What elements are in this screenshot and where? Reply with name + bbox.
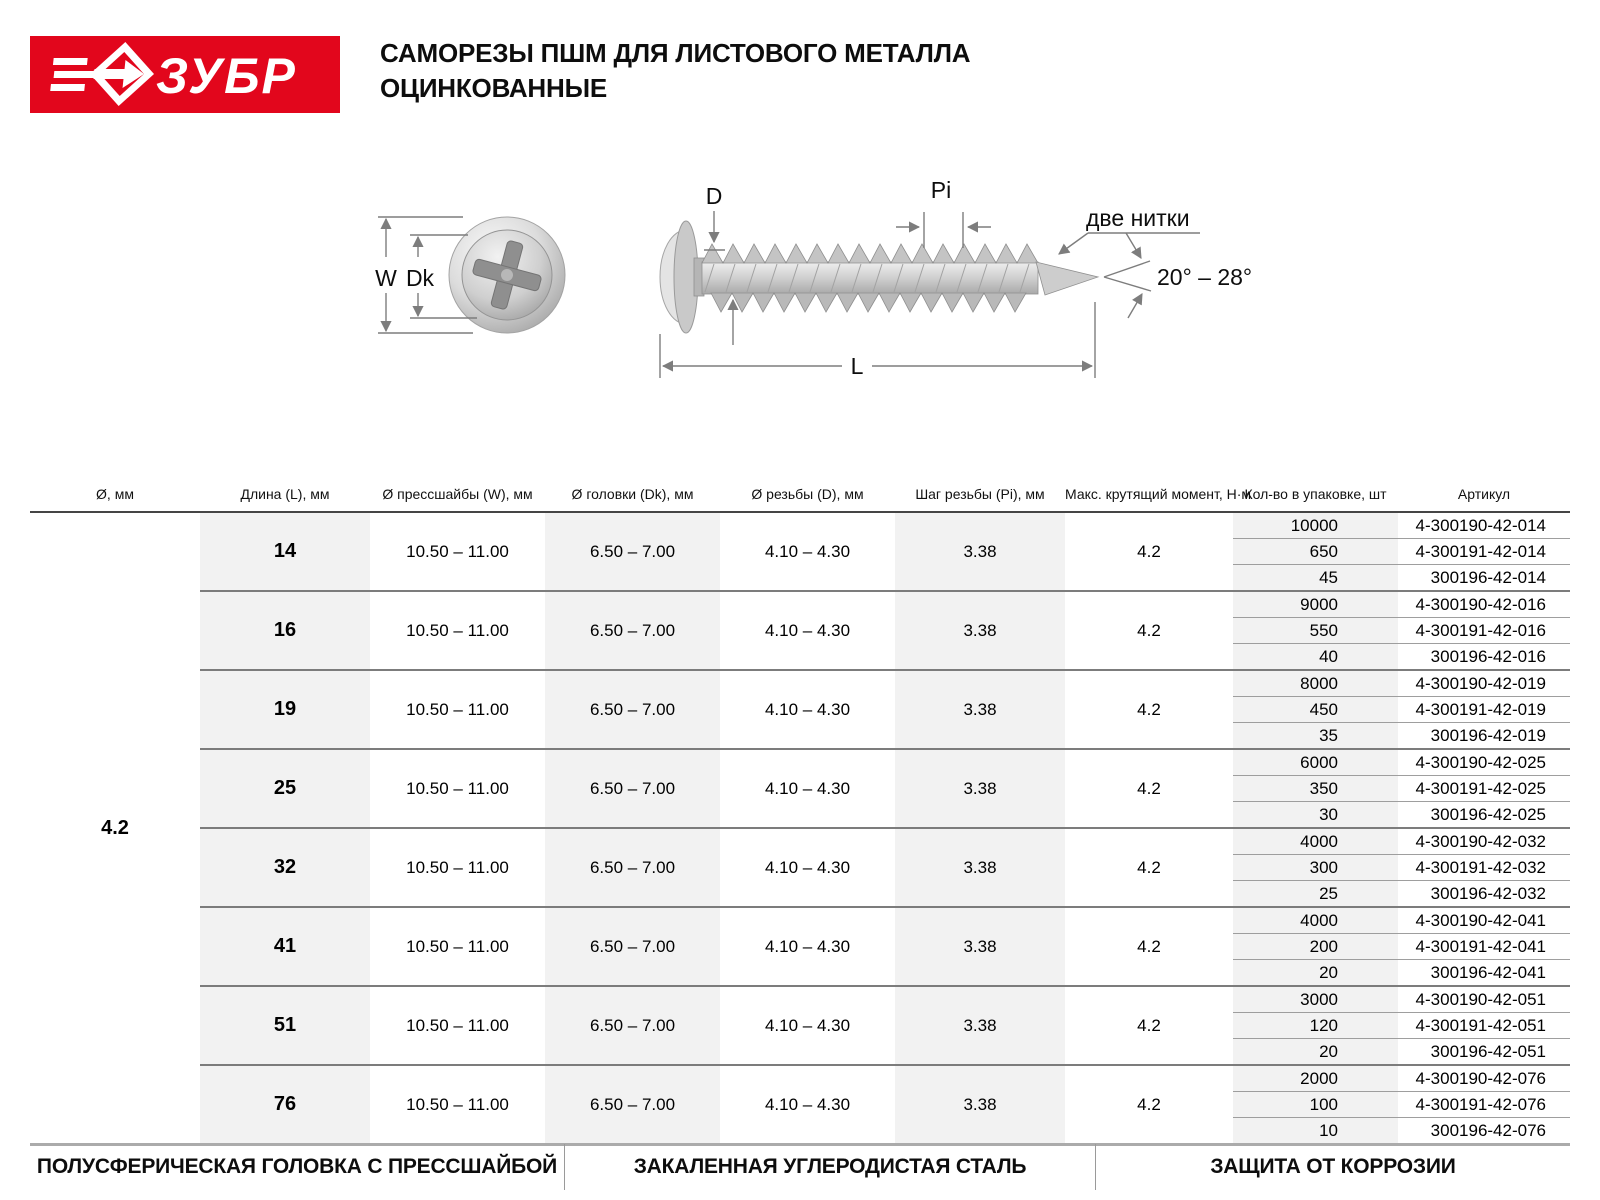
tip-angle-label: 20° – 28° <box>1157 264 1253 290</box>
pitch-cell: 3.38 <box>895 986 1065 1065</box>
press-washer-cell: 10.50 – 11.00 <box>370 1065 545 1145</box>
pitch-cell: 3.38 <box>895 591 1065 670</box>
head-diameter-cell: 6.50 – 7.00 <box>545 591 720 670</box>
pitch-cell: 3.38 <box>895 749 1065 828</box>
pitch-cell: 3.38 <box>895 828 1065 907</box>
table-body <box>30 512 1570 1145</box>
column-header: Длина (L), мм <box>200 458 370 512</box>
article-cell: 4-300191-42-076 <box>1398 1092 1570 1118</box>
head-diameter-cell: 6.50 – 7.00 <box>545 907 720 986</box>
press-washer-cell: 10.50 – 11.00 <box>406 541 509 561</box>
thread-diameter-cell: 4.10 – 4.30 <box>720 828 895 907</box>
thread-diameter-cell: 4.10 – 4.30 <box>720 670 895 749</box>
torque-cell: 4.2 <box>1065 749 1233 828</box>
article-cell: 4-300190-42-032 <box>1398 828 1570 855</box>
pack-qty-cell: 20 <box>1233 1039 1398 1066</box>
article-cell: 300196-42-016 <box>1398 644 1570 671</box>
pack-qty-cell: 350 <box>1233 776 1398 802</box>
table-row <box>30 907 1570 934</box>
press-washer-cell: 10.50 – 11.00 <box>370 828 545 907</box>
pitch-cell: 3.38 <box>895 1065 1065 1145</box>
table-row <box>30 749 1570 776</box>
pack-qty-cell: 35 <box>1233 723 1398 750</box>
column-header: Макс. крутящий момент, Н·м <box>1065 458 1233 512</box>
two-threads-label: две нитки <box>1086 205 1190 231</box>
dim-label-dk: Dk <box>405 265 435 291</box>
feature-head-type: ПОЛУСФЕРИЧЕСКАЯ ГОЛОВКА С ПРЕССШАЙБОЙ <box>36 1155 558 1178</box>
article-cell: 4-300190-42-041 <box>1398 907 1570 934</box>
head-diameter-cell: 6.50 – 7.00 <box>545 749 720 828</box>
pack-qty-cell: 120 <box>1233 1013 1398 1039</box>
length-cell: 32 <box>200 828 370 907</box>
pack-qty-cell: 4000 <box>1233 828 1398 855</box>
pack-qty-cell: 300 <box>1233 855 1398 881</box>
press-washer-cell: 10.50 – 11.00 <box>370 670 545 749</box>
pack-qty-cell: 8000 <box>1233 670 1398 697</box>
column-header: Ø головки (Dk), мм <box>545 458 720 512</box>
table-row <box>30 986 1570 1013</box>
press-washer-cell: 10.50 – 11.00 <box>370 907 545 986</box>
pack-qty-cell: 25 <box>1233 881 1398 908</box>
article-cell: 4-300191-42-051 <box>1398 1013 1570 1039</box>
length-cell: 19 <box>200 670 370 749</box>
thread-diameter-cell: 4.10 – 4.30 <box>764 541 851 561</box>
column-header: Ø резьбы (D), мм <box>720 458 895 512</box>
thread-diameter-cell: 4.10 – 4.30 <box>720 591 895 670</box>
length-cell: 51 <box>200 986 370 1065</box>
pack-qty-cell: 200 <box>1233 934 1398 960</box>
pack-qty-cell: 30 <box>1233 802 1398 829</box>
table-row <box>30 591 1570 618</box>
article-cell: 300196-42-032 <box>1398 881 1570 908</box>
thread-diameter-cell: 4.10 – 4.30 <box>720 749 895 828</box>
table-row <box>30 670 1570 697</box>
article-cell: 4-300190-42-025 <box>1398 749 1570 776</box>
article-cell: 300196-42-019 <box>1398 723 1570 750</box>
head-diameter-cell: 6.50 – 7.00 <box>545 512 720 591</box>
length-cell: 14 <box>200 512 370 591</box>
column-header: Шаг резьбы (Pi), мм <box>895 458 1065 512</box>
article-cell: 4-300191-42-019 <box>1398 697 1570 723</box>
pack-qty-cell: 450 <box>1233 697 1398 723</box>
torque-cell: 4.2 <box>1137 541 1161 561</box>
pack-qty-cell: 9000 <box>1233 591 1398 618</box>
dim-label-l: L <box>850 353 864 379</box>
thread-diameter-cell: 4.10 – 4.30 <box>720 907 895 986</box>
torque-cell: 4.2 <box>1065 986 1233 1065</box>
brand-logo <box>30 36 340 113</box>
head-diameter-cell: 6.50 – 7.00 <box>545 986 720 1065</box>
length-cell: 25 <box>200 749 370 828</box>
article-cell: 300196-42-014 <box>1398 565 1570 592</box>
logo-wordmark: ЗУБР <box>156 48 297 104</box>
pack-qty-cell: 10 <box>1233 1118 1398 1145</box>
feature-steel: ЗАКАЛЕННАЯ УГЛЕРОДИСТАЯ СТАЛЬ <box>633 1155 1027 1178</box>
pack-qty-cell: 2000 <box>1233 1065 1398 1092</box>
page-title-line1: САМОРЕЗЫ ПШМ ДЛЯ ЛИСТОВОГО МЕТАЛЛА <box>380 38 971 68</box>
article-cell: 4-300190-42-076 <box>1398 1065 1570 1092</box>
head-diameter-cell: 6.50 – 7.00 <box>545 670 720 749</box>
page-title-line2: ОЦИНКОВАННЫЕ <box>380 73 607 103</box>
pack-qty-cell: 20 <box>1233 960 1398 987</box>
press-washer-cell: 10.50 – 11.00 <box>370 749 545 828</box>
table-row <box>30 512 1570 539</box>
article-cell: 4-300190-42-014 <box>1415 515 1546 535</box>
column-header: Ø, мм <box>30 458 200 512</box>
head-diameter-cell: 6.50 – 7.00 <box>545 828 720 907</box>
dim-label-w: W <box>375 265 397 291</box>
press-washer-cell: 10.50 – 11.00 <box>370 591 545 670</box>
article-cell: 4-300191-42-014 <box>1398 539 1570 565</box>
torque-cell: 4.2 <box>1065 670 1233 749</box>
column-header: Кол-во в упаковке, шт <box>1233 458 1398 512</box>
column-header: Ø прессшайбы (W), мм <box>370 458 545 512</box>
pitch-cell: 3.38 <box>895 907 1065 986</box>
pack-qty-cell: 3000 <box>1233 986 1398 1013</box>
pack-qty-cell: 10000 <box>1233 512 1398 539</box>
article-cell: 300196-42-051 <box>1398 1039 1570 1066</box>
length-cell: 41 <box>200 907 370 986</box>
article-cell: 4-300190-42-051 <box>1398 986 1570 1013</box>
torque-cell: 4.2 <box>1065 1065 1233 1145</box>
length-cell: 16 <box>200 591 370 670</box>
article-cell: 300196-42-041 <box>1398 960 1570 987</box>
press-washer-cell: 10.50 – 11.00 <box>370 986 545 1065</box>
screw-diagram <box>340 158 1280 403</box>
pack-qty-cell: 4000 <box>1233 907 1398 934</box>
article-cell: 4-300191-42-025 <box>1398 776 1570 802</box>
article-cell: 4-300191-42-032 <box>1398 855 1570 881</box>
column-header: Артикул <box>1398 458 1570 512</box>
table-row <box>30 1065 1570 1092</box>
head-diameter-cell: 6.50 – 7.00 <box>545 1065 720 1145</box>
spec-table <box>30 458 1570 1146</box>
length-cell: 76 <box>200 1065 370 1145</box>
torque-cell: 4.2 <box>1065 907 1233 986</box>
feature-corrosion: ЗАЩИТА ОТ КОРРОЗИИ <box>1210 1155 1456 1178</box>
article-cell: 300196-42-076 <box>1398 1118 1570 1145</box>
table-row <box>30 828 1570 855</box>
article-cell: 4-300190-42-016 <box>1398 591 1570 618</box>
pack-qty-cell: 40 <box>1233 644 1398 671</box>
feature-strip <box>30 1140 1570 1194</box>
article-cell: 4-300191-42-016 <box>1398 618 1570 644</box>
article-cell: 300196-42-025 <box>1398 802 1570 829</box>
pitch-cell: 3.38 <box>895 512 1065 591</box>
thread-diameter-cell: 4.10 – 4.30 <box>720 986 895 1065</box>
article-cell: 4-300191-42-041 <box>1398 934 1570 960</box>
dim-label-d: D <box>705 183 723 209</box>
pack-qty-cell: 650 <box>1233 539 1398 565</box>
pack-qty-cell: 550 <box>1233 618 1398 644</box>
thread-diameter-cell: 4.10 – 4.30 <box>720 1065 895 1145</box>
torque-cell: 4.2 <box>1065 591 1233 670</box>
pitch-cell: 3.38 <box>895 670 1065 749</box>
article-cell: 4-300190-42-019 <box>1398 670 1570 697</box>
table-header-row <box>30 458 1570 512</box>
page-title <box>380 36 970 106</box>
screw-side-view <box>660 221 1098 333</box>
dim-label-pi: Pi <box>930 177 952 203</box>
pack-qty-cell: 45 <box>1233 565 1398 592</box>
pack-qty-cell: 6000 <box>1233 749 1398 776</box>
diameter-cell: 4.2 <box>101 816 129 839</box>
pack-qty-cell: 100 <box>1233 1092 1398 1118</box>
torque-cell: 4.2 <box>1065 828 1233 907</box>
